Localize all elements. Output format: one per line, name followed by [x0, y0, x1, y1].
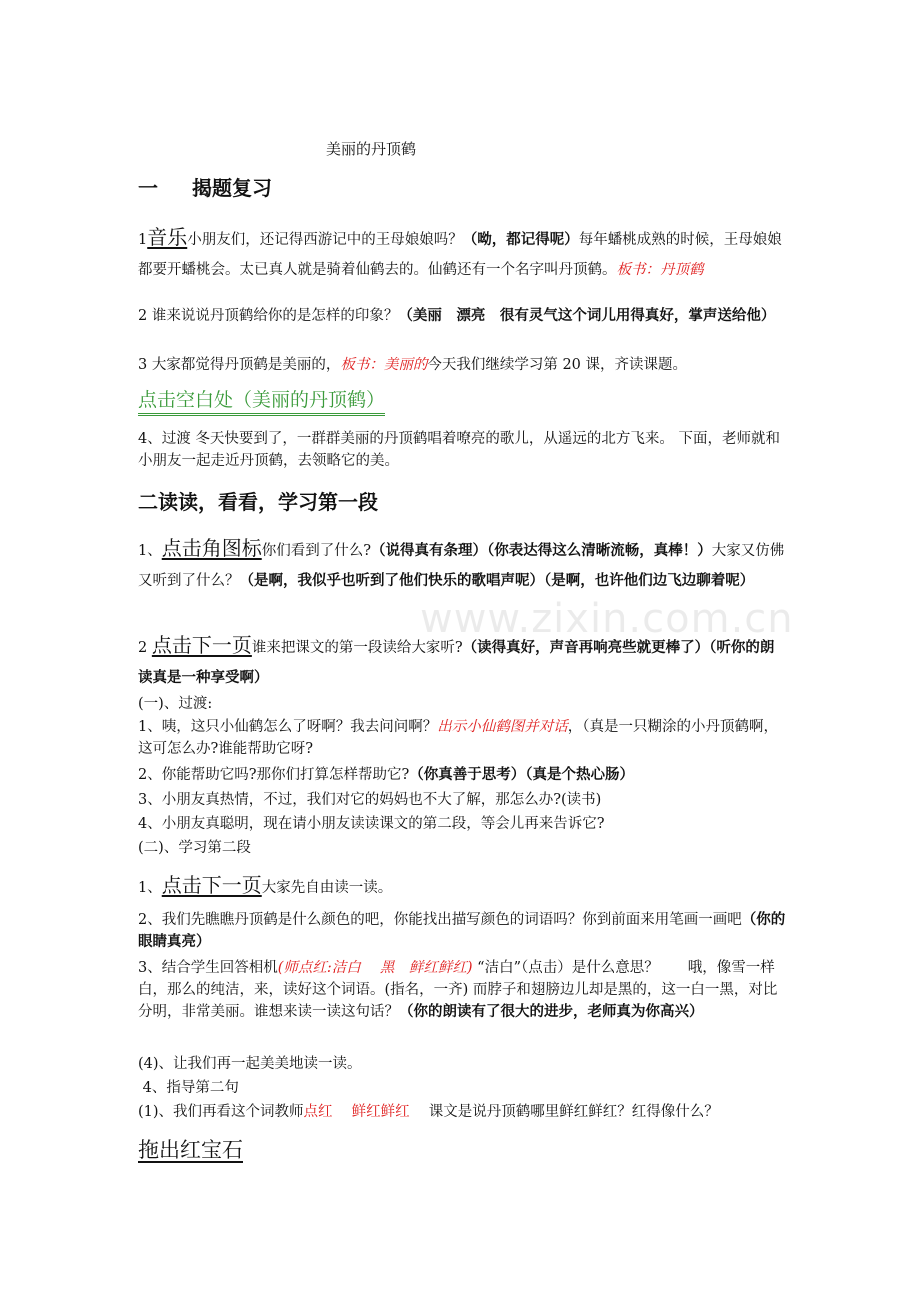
text: ，（真是一只糊涂的小丹顶鹤啊，这可怎么办?谁能帮助它呀? [138, 719, 778, 757]
text: 2 谁来说说丹顶鹤给你的是怎样的印象？ [138, 308, 399, 324]
paragraph-8 [138, 957, 788, 1023]
praise-text: （是啊，我似乎也听到了他们快乐的歌唱声呢）（是啊，也许他们边飞边聊着呢） [239, 572, 755, 589]
text: 2、我们先瞧瞧丹顶鹤是什么颜色的吧，你能找出描写颜色的词语吗？你到前面来用笔画一画吧 [138, 912, 742, 928]
text: 3、结合学生回答相机 [138, 960, 278, 976]
text: 每年蟠桃成熟的时候，王母娘娘都要开蟠桃会。太已真人就是骑着仙鹤去的。仙鹤还有一个名字叫丹顶鹤。 [138, 232, 782, 278]
text: 课文是说丹顶鹤哪里鲜红鲜红？红得像什么？ [409, 1104, 719, 1120]
praise-text: （你的眼睛真亮） [138, 911, 786, 950]
next-page-tag[interactable]: 点击下一页 [161, 873, 262, 897]
board-note: 板书：丹顶鹤 [616, 262, 704, 278]
drag-ruby-tag[interactable]: 拖出红宝石 [138, 1138, 243, 1162]
text: 小朋友们，还记得西游记中的王母娘娘吗？ [187, 232, 463, 248]
sub-heading-3: 4、指导第二句 [138, 1080, 239, 1096]
music-tag[interactable]: 音乐 [147, 225, 188, 249]
section-heading-2: 二读读，看看，学习第一段 [138, 490, 378, 514]
text: 今天我们继续学习第 20 课，齐读课题。 [427, 357, 688, 373]
praise-text: （读得真好，声音再响亮些就更棒了） [462, 639, 710, 656]
text: “洁白”（点击）是什么意思？ 哦，像雪一样白，那么的纯洁，来，读好这个词语。(指名，一齐) [138, 960, 775, 998]
text: 2 [138, 640, 152, 656]
praise-text: （呦，都记得呢） [462, 231, 579, 248]
text: 谁来把课文的第一段读给大家听? [251, 640, 463, 656]
text: (1)、我们再看这个词教师 [138, 1104, 304, 1120]
list-item-1 [138, 716, 788, 760]
doc-title: 美丽的丹顶鹤 [326, 140, 417, 158]
watermark: www.zixin.com.cn [420, 596, 794, 642]
paragraph-3 [138, 354, 788, 376]
paragraph-10 [138, 1101, 788, 1123]
text: 1、 [138, 880, 162, 896]
text: 1、 [138, 543, 162, 559]
list-item-4: 4、小朋友真聪明，现在请小朋友读读课文的第二段，等会儿再来告诉它? [138, 816, 605, 832]
paragraph-2 [138, 305, 788, 327]
sub-heading-1: (一)、过渡: [138, 696, 213, 712]
paragraph-6 [138, 870, 788, 903]
text: 你们看到了什么? [261, 543, 372, 559]
board-note: 点红 鲜红鲜红 [303, 1104, 410, 1120]
paragraph-1: 1音乐小朋友们，还记得西游记中的王母娘娘吗？（呦，都记得呢）每年蟠桃成熟的时候，王母娘娘都要开蟠桃会。太已真人就是骑着仙鹤去的。仙鹤还有一个名字叫丹顶鹤。板书：丹顶鹤 [138, 225, 782, 278]
text: 3 大家都觉得丹顶鹤是美丽的， [138, 357, 341, 373]
board-note: (师点红:洁白 黑 鲜红鲜红) [277, 960, 473, 976]
section-number: 一 [138, 176, 158, 200]
section-heading-1 [138, 172, 272, 201]
text: 1、咦，这只小仙鹤怎么了呀啊？我去问问啊？ [138, 719, 438, 735]
text: 大家又仿佛又听到了什么？ [138, 543, 785, 589]
paragraph-7 [138, 909, 788, 953]
paragraph-9: (4)、让我们再一起美美地读一读。 [138, 1056, 362, 1072]
transition-paragraph: 4、过渡 冬天快要到了，一群群美丽的丹顶鹤唱着嘹亮的歌儿，从遥远的北方飞来。 下面，老师就和小朋友一起走近丹顶鹤，去领略它的美。 [138, 431, 780, 469]
praise-text: （你真善于思考）（真是个热心肠） [409, 766, 635, 783]
text: 2、你能帮助它吗?那你们打算怎样帮助它? [138, 767, 410, 783]
board-note: 板书：美丽的 [340, 357, 428, 373]
praise-text: （听你的朗读真是一种享受啊） [138, 639, 775, 686]
corner-icon-tag[interactable]: 点击角图标 [161, 536, 262, 560]
paragraph-4 [138, 533, 788, 596]
sub-heading-2: (二)、学习第二段 [138, 840, 251, 856]
next-page-tag[interactable]: 点击下一页 [151, 633, 252, 657]
list-item-3: 3、小朋友真热情，不过，我们对它的妈妈也不大了解，那怎么办?(读书) [138, 792, 602, 808]
text: 大家先自由读一读。 [261, 880, 393, 896]
text: 而脖子和翅膀边儿却是黑的，这一白一黑，对比分明，非常美丽。谁想来读一读这句话？ [138, 982, 778, 1020]
list-item-2 [138, 764, 788, 786]
praise-text: （美丽 漂亮 很有灵气这个词儿用得真好，掌声送给他） [398, 307, 776, 324]
praise-text: （你的朗读有了很大的进步，老师真为你高兴） [399, 1003, 704, 1020]
section-title: 揭题复习 [192, 176, 272, 200]
board-note: 出示小仙鹤图并对话 [437, 719, 568, 735]
praise-text: （说得真有条理）（你表达得这么清晰流畅，真棒！） [371, 542, 712, 559]
click-blank-link[interactable]: 点击空白处（美丽的丹顶鹤） [138, 385, 385, 416]
